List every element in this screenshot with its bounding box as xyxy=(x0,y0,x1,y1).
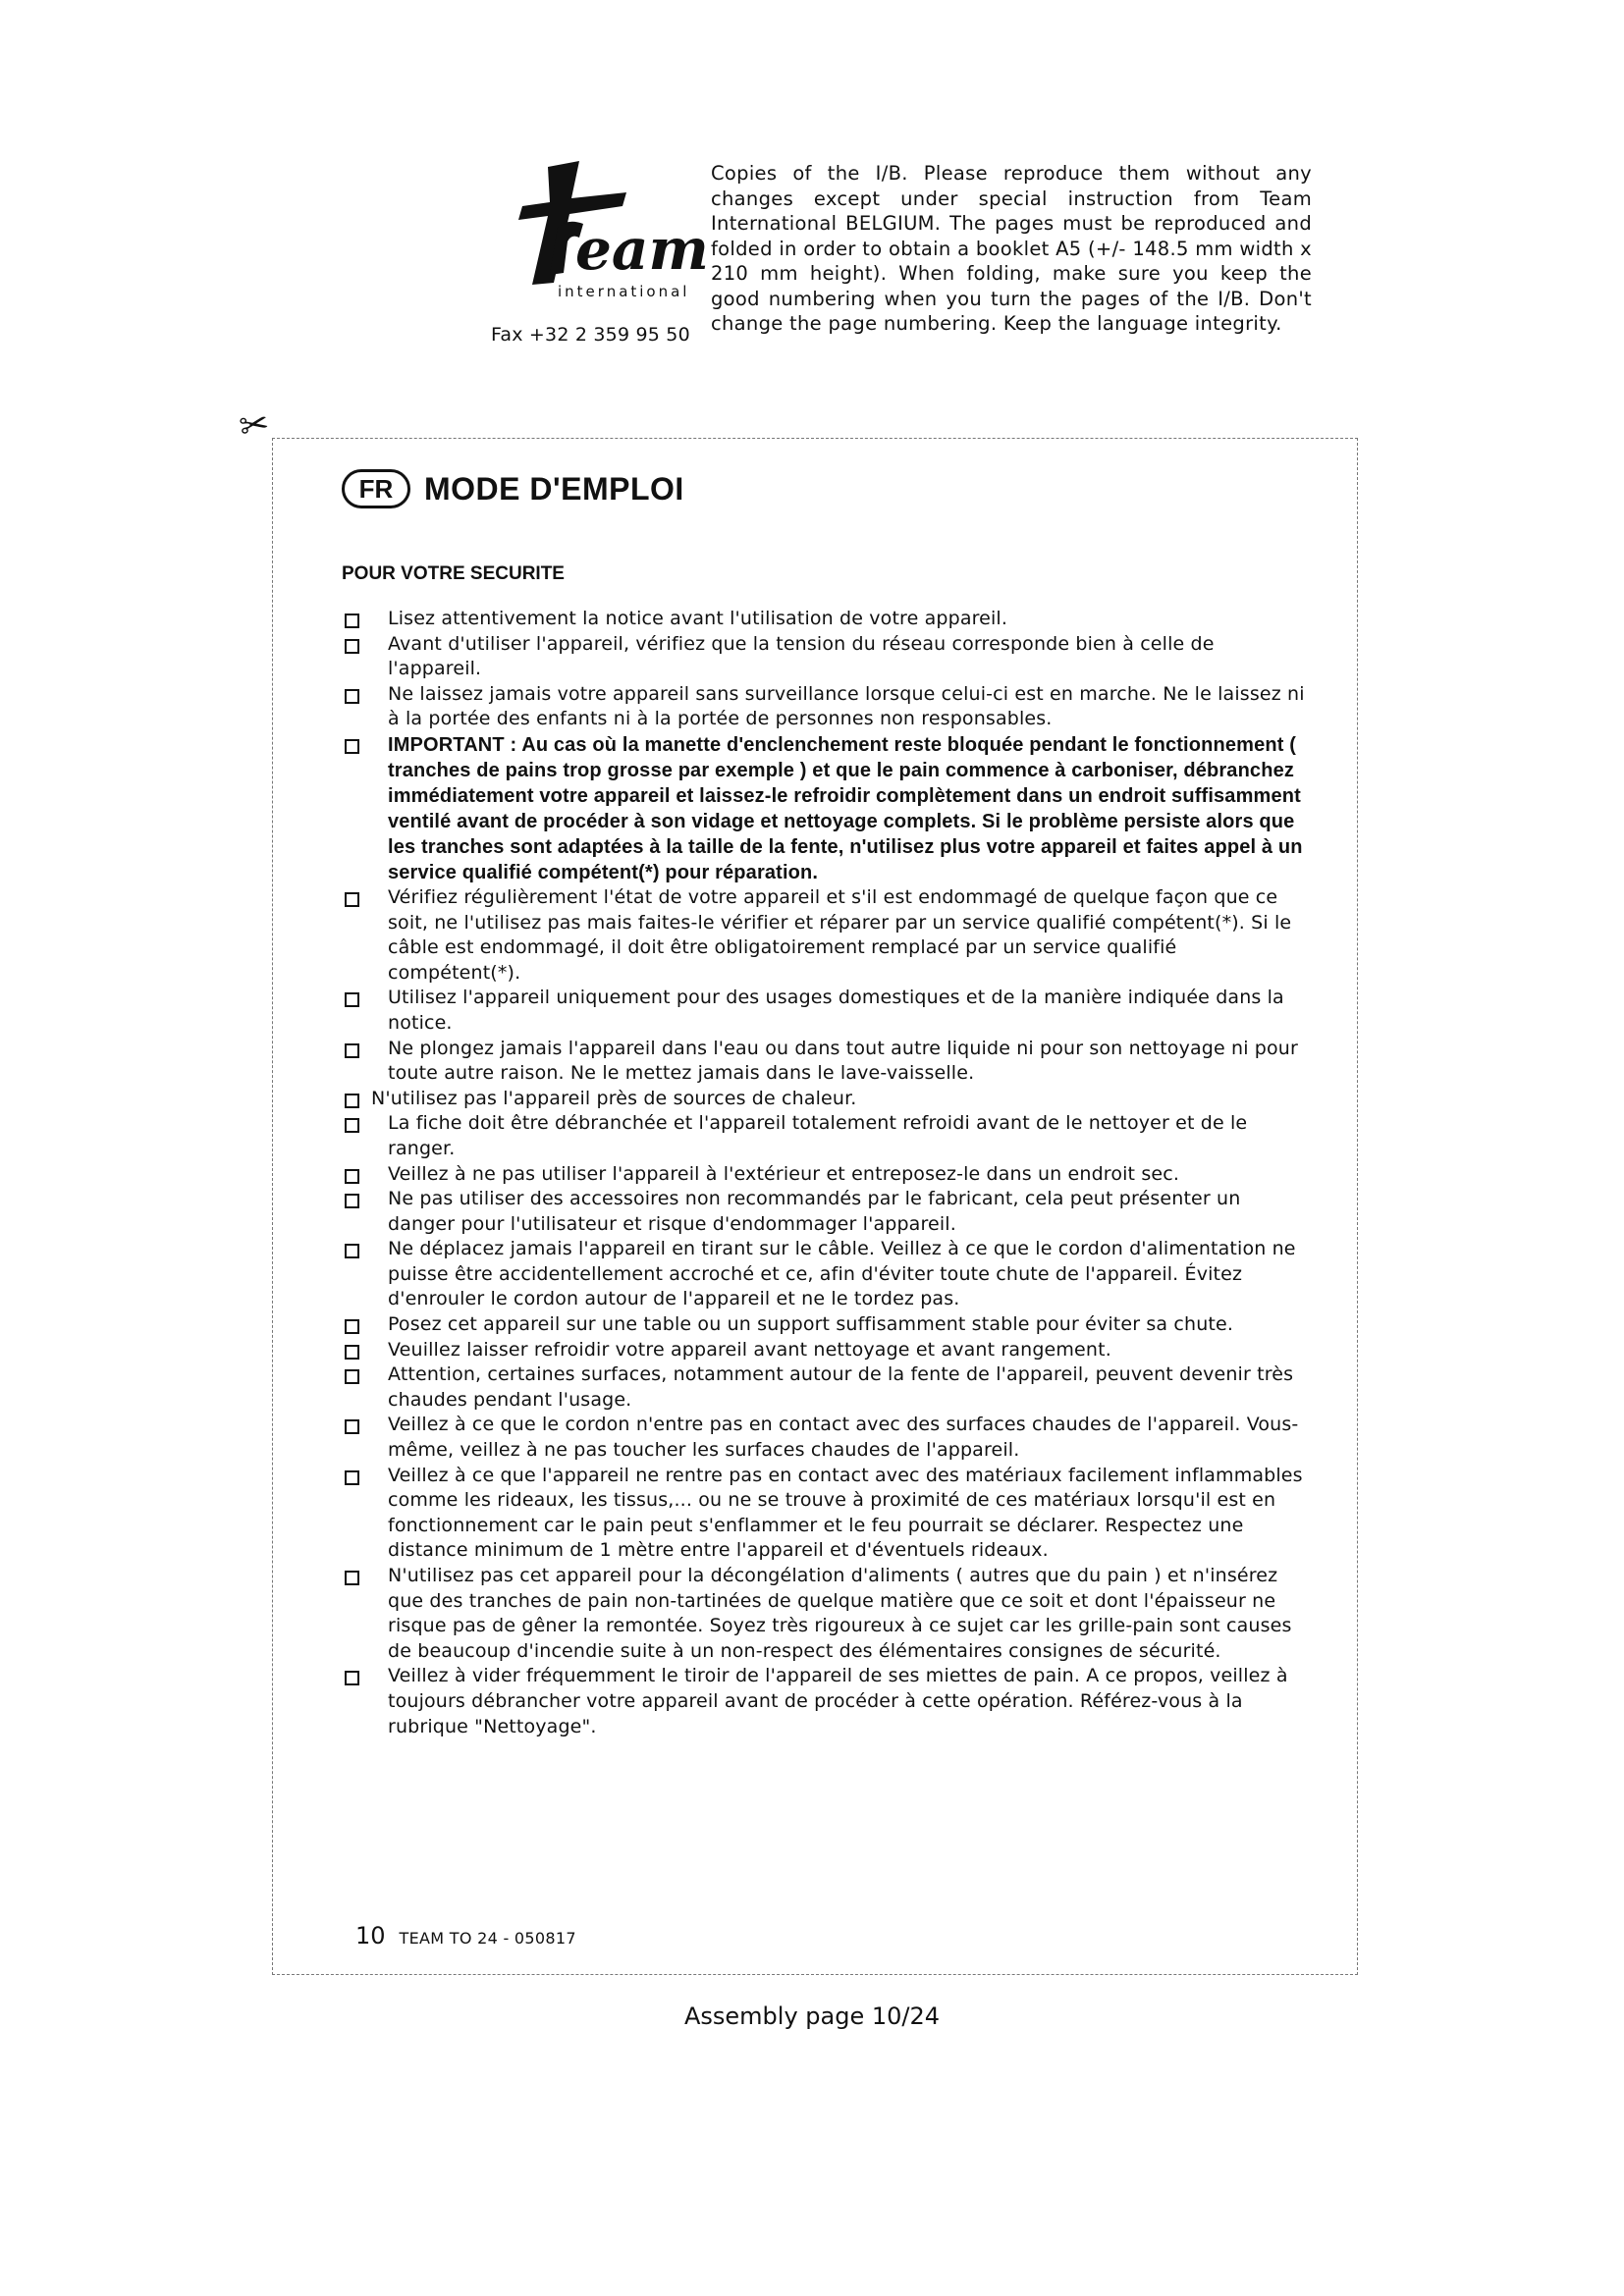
copy-instructions: Copies of the I/B. Please reproduce them without any changes except under special instruction from Team International BELGIUM. The pages must be reproduced and folded in order to obtain a booklet A5 (+/- 148.5 mm width x 210 mm height). When folding, make sure you keep the good numbering when you turn the pages of the I/B. Don't change the page numbering. Keep the language integrity. xyxy=(711,162,1312,335)
section-title: POUR VOTRE SECURITE xyxy=(342,563,565,584)
team-logo-icon xyxy=(489,159,709,306)
checkbox-icon xyxy=(345,639,359,654)
checkbox-icon xyxy=(345,1194,359,1208)
scissors-icon: ✂ xyxy=(236,402,273,449)
list-item: Veillez à ce que l'appareil ne rentre pas en contact avec des matériaux facilement inflammables comme les rideaux, les tissus,... ou ne se trouve à proximité de ces matériaux lorsqu'il est en fonctionnement car le pain peut s'enflammer et le feu pourrait se déclarer. Respectez une distance minimum de 1 mètre entre l'appareil et d'éventuels rideaux. xyxy=(342,1464,1309,1564)
checkbox-icon xyxy=(345,1169,359,1184)
list-item: Veillez à vider fréquemment le tiroir de l'appareil de ses miettes de pain. A ce propos, veillez à toujours débrancher votre appareil avant de procéder à cette opération. Référez-vous à la rubrique "Nettoyage". xyxy=(342,1664,1309,1739)
page-footer xyxy=(355,1922,576,1949)
manual-title-row xyxy=(342,467,684,510)
checkbox-icon xyxy=(345,1419,359,1434)
checkbox-icon xyxy=(345,1094,359,1108)
assembly-page-label: Assembly page 10/24 xyxy=(683,2002,941,2030)
checkbox-icon xyxy=(345,1369,359,1384)
list-item: Posez cet appareil sur une table ou un support suffisamment stable pour éviter sa chute. xyxy=(342,1312,1309,1338)
checkbox-icon xyxy=(345,1244,359,1258)
checkbox-icon xyxy=(345,739,359,754)
checkbox-icon xyxy=(345,1118,359,1133)
checkbox-icon xyxy=(345,992,359,1007)
list-item-important: IMPORTANT : Au cas où la manette d'enclenchement reste bloquée pendant le fonctionnement ( tranches de pains trop grosse par exemple ) et que le pain commence à carboniser, débranchez immédiatement votre appareil et laissez-le refroidir complètement dans un endroit suffisamment ventilé avant de procéder à son vidage et nettoyage complets. Si le problème persiste alors que les tranches sont adaptées à la taille de la fente, n'utilisez plus votre appareil et faites appel à un service qualifié compétent(*) pour réparation. xyxy=(342,732,1309,885)
list-item: Ne pas utiliser des accessoires non recommandés par le fabricant, cela peut présenter un danger pour l'utilisateur et risque d'endommager l'appareil. xyxy=(342,1187,1309,1237)
list-item: Vérifiez régulièrement l'état de votre appareil et s'il est endommagé de quelque façon que ce soit, ne l'utilisez pas mais faites-le vérifier et réparer par un service qualifié compétent(*). Si le câble est endommagé, il doit être obligatoirement remplacé par un service qualifié compétent(*). xyxy=(342,885,1309,986)
list-item: Ne laissez jamais votre appareil sans surveillance lorsque celui-ci est en marche. Ne le laissez ni à la portée des enfants ni à la portée de personnes non responsables. xyxy=(342,682,1309,732)
page-number: 10 xyxy=(355,1922,386,1949)
list-item: Ne déplacez jamais l'appareil en tirant sur le câble. Veillez à ce que le cordon d'alimentation ne puisse être accidentellement accroché et ce, afin d'éviter toute chute de l'appareil. Évitez d'enrouler le cordon autour de l'appareil et ne le tordez pas. xyxy=(342,1237,1309,1312)
page-title: MODE D'EMPLOI xyxy=(424,470,684,507)
checkbox-icon xyxy=(345,1671,359,1685)
checkbox-icon xyxy=(345,1470,359,1485)
checkbox-icon xyxy=(345,1345,359,1360)
list-item: Veuillez laisser refroidir votre appareil avant nettoyage et avant rangement. xyxy=(342,1338,1309,1363)
list-item: Avant d'utiliser l'appareil, vérifiez que la tension du réseau corresponde bien à celle de l'appareil. xyxy=(342,632,1309,682)
fax-number: Fax +32 2 359 95 50 xyxy=(491,324,690,346)
safety-list xyxy=(342,607,1309,1739)
header xyxy=(0,0,1624,412)
list-item: Veillez à ce que le cordon n'entre pas en contact avec des surfaces chaudes de l'appareil. Vous-même, veillez à ne pas toucher les surfaces chaudes de l'appareil. xyxy=(342,1413,1309,1463)
list-item: N'utilisez pas cet appareil pour la décongélation d'aliments ( autres que du pain ) et n'insérez que des tranches de pain non-tartinées de quelque matière que ce soit et dont l'épaisseur ne risque pas de gêner la remontée. Soyez très rigoureux à ce sujet car les grille-pain sont causes de beaucoup d'incendie suite à un non-respect des élémentaires consignes de sécurité. xyxy=(342,1564,1309,1664)
list-item: Utilisez l'appareil uniquement pour des usages domestiques et de la manière indiquée dans la notice. xyxy=(342,986,1309,1036)
list-item: Lisez attentivement la notice avant l'utilisation de votre appareil. xyxy=(342,607,1309,632)
checkbox-icon xyxy=(345,1571,359,1585)
model-code: TEAM TO 24 - 050817 xyxy=(399,1929,576,1948)
team-logo xyxy=(489,159,709,306)
list-item: N'utilisez pas l'appareil près de sources de chaleur. xyxy=(342,1087,1309,1112)
list-item: Attention, certaines surfaces, notamment autour de la fente de l'appareil, peuvent devenir très chaudes pendant l'usage. xyxy=(342,1362,1309,1413)
language-badge: FR xyxy=(342,469,410,508)
checkbox-icon xyxy=(345,1319,359,1334)
list-item: La fiche doit être débranchée et l'appareil totalement refroidi avant de le nettoyer et de le ranger. xyxy=(342,1111,1309,1161)
list-item: Ne plongez jamais l'appareil dans l'eau ou dans tout autre liquide ni pour son nettoyage ni pour toute autre raison. Ne le mettez jamais dans le lave-vaisselle. xyxy=(342,1037,1309,1087)
svg-text:eam: eam xyxy=(575,216,709,283)
checkbox-icon xyxy=(345,689,359,704)
checkbox-icon xyxy=(345,1043,359,1058)
checkbox-icon xyxy=(345,614,359,628)
svg-text:international: international xyxy=(558,283,690,300)
checkbox-icon xyxy=(345,892,359,907)
list-item: Veillez à ne pas utiliser l'appareil à l'extérieur et entreposez-le dans un endroit sec. xyxy=(342,1162,1309,1188)
